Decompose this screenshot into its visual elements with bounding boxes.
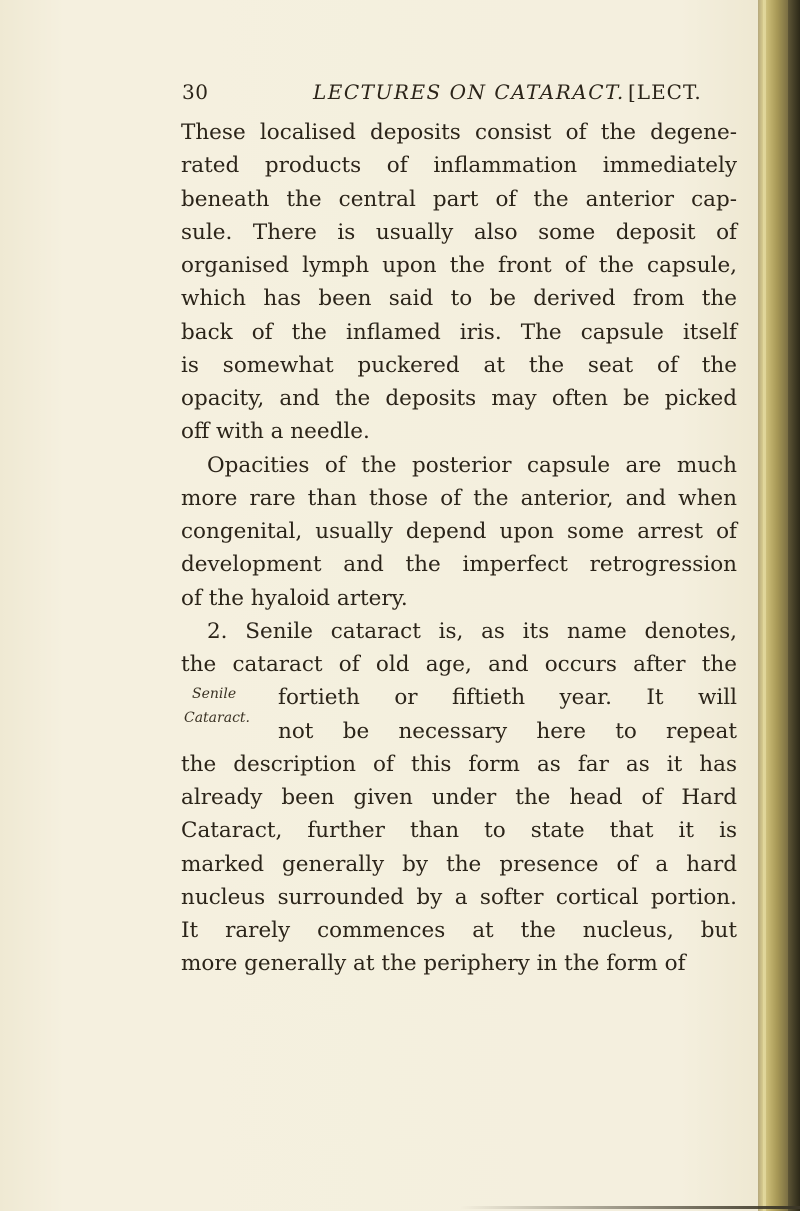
text-line: nucleus surrounded by a softer cortical portion. bbox=[181, 884, 737, 910]
text-line: the description of this form as far as it has bbox=[181, 751, 737, 777]
text-line: the cataract of old age, and occurs after the bbox=[181, 652, 737, 677]
text-line: organised lymph upon the front of the capsule, bbox=[181, 253, 737, 278]
text-line: Cataract, further than to state that it is bbox=[181, 818, 737, 844]
text-line: more generally at the periphery in the form of bbox=[181, 951, 686, 977]
body-text bbox=[181, 116, 737, 981]
text-line: congenital, usually depend upon some arrest of bbox=[181, 519, 737, 544]
text-line: already been given under the head of Hard bbox=[181, 785, 737, 810]
lecture-marker: [LECT. bbox=[628, 80, 702, 104]
text-line: marked generally by the presence of a hard bbox=[181, 851, 737, 877]
sidenote-senile: Senile bbox=[192, 686, 237, 702]
text-line: is somewhat puckered at the seat of the bbox=[181, 352, 737, 378]
running-title: LECTURES ON CATARACT. bbox=[313, 80, 625, 104]
page-header bbox=[0, 80, 800, 110]
text-line: These localised deposits consist of the degene- bbox=[181, 120, 737, 145]
text-line: of the hyaloid artery. bbox=[181, 585, 408, 611]
text-line: which has been said to be derived from the bbox=[181, 286, 737, 312]
text-line: opacity, and the deposits may often be picked bbox=[181, 386, 737, 411]
text-line: off with a needle. bbox=[181, 419, 370, 445]
text-line bbox=[181, 681, 737, 714]
text-line: Opacities of the posterior capsule are much bbox=[207, 452, 737, 478]
sidenote-cataract: Cataract. bbox=[184, 710, 250, 726]
text-line-with-sidenote: not be necessary here to repeat bbox=[278, 718, 737, 744]
book-edge-highlight bbox=[763, 0, 766, 1211]
text-line: It rarely commences at the nucleus, but bbox=[181, 918, 737, 943]
text-line: 2. Senile cataract is, as its name denotes, bbox=[207, 618, 737, 644]
bottom-shadow bbox=[460, 1206, 800, 1209]
text-line bbox=[181, 715, 737, 748]
text-line: sule. There is usually also some deposit of bbox=[181, 219, 737, 245]
text-line: back of the inflamed iris. The capsule itself bbox=[181, 319, 737, 345]
book-edge-shadow bbox=[788, 0, 800, 1211]
text-line: rated products of inflammation immediately bbox=[181, 153, 737, 179]
page-number: 30 bbox=[182, 80, 209, 104]
text-line: development and the imperfect retrogression bbox=[181, 552, 737, 578]
text-line: beneath the central part of the anterior cap- bbox=[181, 186, 737, 212]
text-line: more rare than those of the anterior, and when bbox=[181, 485, 737, 511]
text-line-with-sidenote: fortieth or fiftieth year. It will bbox=[278, 685, 737, 711]
